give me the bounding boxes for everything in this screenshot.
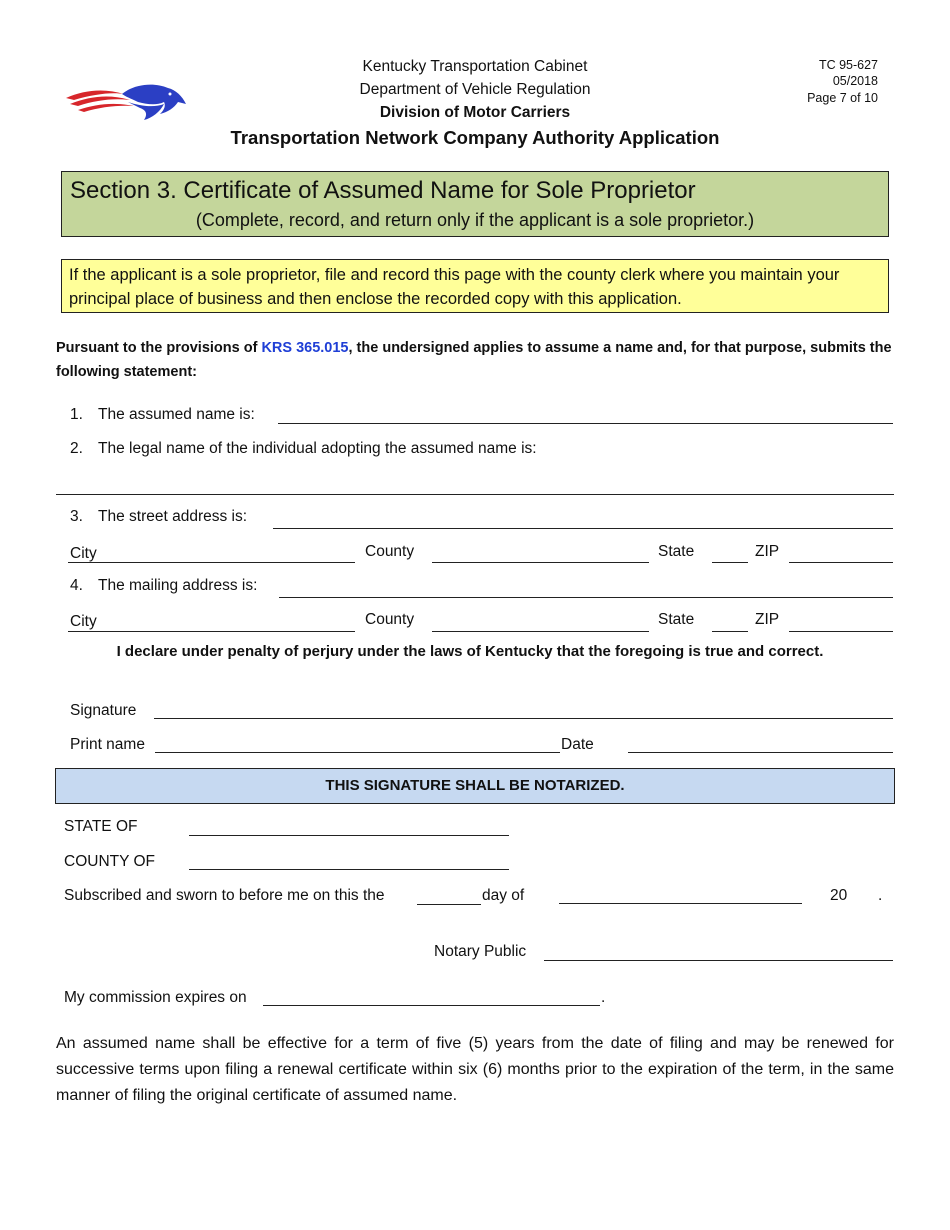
- notary-public-label: Notary Public: [434, 943, 527, 960]
- mailing-county-field[interactable]: [432, 631, 649, 632]
- street-city-label: City: [70, 545, 97, 562]
- day-field[interactable]: [417, 904, 481, 905]
- item4-number: 4.: [70, 577, 83, 594]
- department-name: Department of Vehicle Regulation: [359, 81, 591, 98]
- item2-number: 2.: [70, 440, 83, 457]
- signature-field[interactable]: [154, 718, 893, 719]
- section-title: Section 3. Certificate of Assumed Name for Sole Proprietor: [70, 177, 696, 204]
- mailing-state-field[interactable]: [712, 631, 748, 632]
- street-address-label: The street address is:: [98, 508, 248, 525]
- agency-name: Kentucky Transportation Cabinet: [362, 58, 588, 75]
- legal-name-label: The legal name of the individual adopting the assumed name is:: [98, 440, 537, 457]
- mailing-city-label: City: [70, 613, 97, 630]
- county-of-field[interactable]: [189, 869, 509, 870]
- page-indicator: Page 7 of 10: [807, 91, 878, 105]
- perjury-declaration: I declare under penalty of perjury under the laws of Kentucky that the foregoing is true and correct.: [116, 643, 824, 660]
- commission-label: My commission expires on: [64, 989, 247, 1006]
- statement-suffix: , the undersigned applies to assume a name and, for that purpose, submits the following statement:: [56, 340, 892, 380]
- street-state-label: State: [658, 543, 695, 560]
- mailing-city-field[interactable]: [68, 631, 355, 632]
- street-city-field[interactable]: [68, 562, 355, 563]
- form-number: TC 95-627: [818, 58, 878, 72]
- mailing-address-label: The mailing address is:: [98, 577, 258, 594]
- statutory-statement: [56, 336, 896, 384]
- item3-number: 3.: [70, 508, 83, 525]
- street-zip-field[interactable]: [789, 562, 893, 563]
- statement-prefix: Pursuant to the provisions of: [56, 340, 262, 356]
- assumed-name-label: The assumed name is:: [98, 406, 255, 423]
- mailing-county-label: County: [365, 611, 415, 628]
- mailing-address-field[interactable]: [279, 597, 893, 598]
- date-field[interactable]: [628, 752, 893, 753]
- notary-public-field[interactable]: [544, 960, 893, 961]
- street-state-field[interactable]: [712, 562, 748, 563]
- county-of-label: COUNTY OF: [64, 853, 155, 870]
- mailing-zip-label: ZIP: [755, 611, 780, 628]
- print-name-label: Print name: [70, 736, 145, 753]
- commission-period: .: [601, 989, 606, 1006]
- month-field[interactable]: [559, 903, 802, 904]
- notarization-banner: THIS SIGNATURE SHALL BE NOTARIZED.: [55, 768, 895, 804]
- date-label: Date: [561, 736, 594, 753]
- street-county-field[interactable]: [432, 562, 649, 563]
- signature-label: Signature: [70, 702, 137, 719]
- street-county-label: County: [365, 543, 415, 560]
- print-name-field[interactable]: [155, 752, 560, 753]
- mailing-state-label: State: [658, 611, 695, 628]
- assumed-name-term-notice: An assumed name shall be effective for a term of five (5) years from the date of filing and may be renewed for successive terms upon filing a renewal certificate within six (6) months prior to the expiration of the term, in the same manner of filing the original certificate of assumed name.: [56, 1035, 894, 1104]
- assumed-name-field[interactable]: [278, 423, 893, 424]
- commission-date-field[interactable]: [263, 1005, 600, 1006]
- mailing-zip-field[interactable]: [789, 631, 893, 632]
- form-title: Transportation Network Company Authority Application: [230, 127, 720, 148]
- form-date: 05/2018: [832, 74, 878, 88]
- filing-notice-text: If the applicant is a sole proprietor, file and record this page with the county clerk where you maintain your principal place of business and then enclose the recorded copy with this application.: [69, 266, 840, 308]
- street-address-field[interactable]: [273, 528, 893, 529]
- division-name: Division of Motor Carriers: [379, 104, 571, 121]
- day-of-label: day of: [482, 887, 525, 904]
- year-period: .: [878, 887, 883, 904]
- krs-link[interactable]: KRS 365.015: [261, 340, 349, 356]
- subscribed-label: Subscribed and sworn to before me on this the: [64, 887, 385, 904]
- section-subtitle: (Complete, record, and return only if the applicant is a sole proprietor.): [195, 210, 755, 230]
- year-prefix: 20: [830, 887, 848, 904]
- street-zip-label: ZIP: [755, 543, 780, 560]
- state-of-label: STATE OF: [64, 818, 138, 835]
- state-of-field[interactable]: [189, 835, 509, 836]
- filing-notice: [61, 259, 889, 313]
- item1-number: 1.: [70, 406, 83, 423]
- legal-name-field[interactable]: [56, 494, 894, 495]
- section-header: [61, 171, 889, 237]
